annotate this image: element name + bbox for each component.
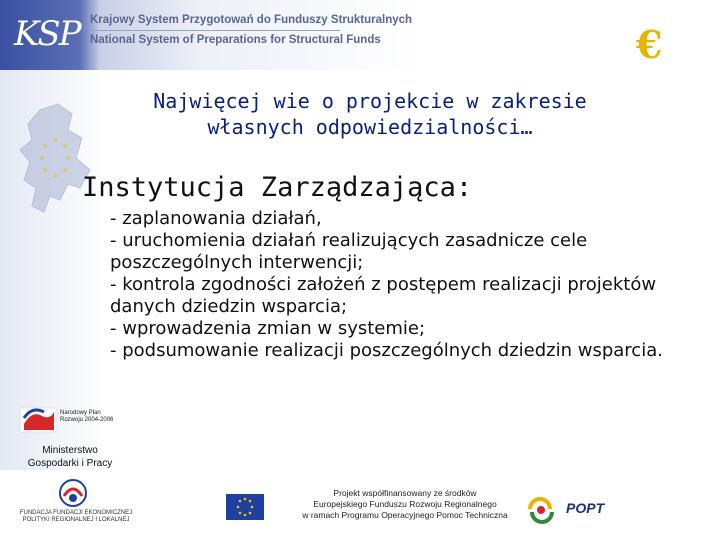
ministry-label [22, 444, 118, 470]
list-item: - uruchomienia działań realizujących zasadnicze cele poszczególnych interwencji; [110, 230, 588, 273]
slide-title-line2: własnych odpowiedzialności… [207, 115, 533, 139]
header-divider [90, 30, 340, 31]
fundacja-label [16, 510, 136, 524]
header-title-english: National System of Preparations for Structural Funds [90, 34, 381, 46]
footer-line2: Europejskiego Funduszu Rozwoju Regionalnego [313, 499, 497, 509]
ministry-label-line1: Ministerstwo [42, 445, 98, 456]
header-title-polish: Krajowy System Przygotowań do Funduszy Strukturalnych [90, 14, 413, 26]
npr-label [60, 410, 113, 424]
footer-line1: Projekt współfinansowany ze środków [333, 488, 477, 498]
list-item: - wprowadzenia zmian w systemie; [110, 318, 426, 339]
list-item: - zaplanowania działań, [110, 208, 322, 229]
fundacja-logo-icon [58, 478, 88, 508]
footer-cofinancing-text [280, 488, 530, 521]
ksp-logo [8, 8, 80, 64]
footer-line3: w ramach Programu Operacyjnego Pomoc Techniczna [302, 510, 508, 520]
list-item: - kontrola zgodności założeń z postępem realizacji projektów danych dziedzin wsparcia; [110, 274, 657, 317]
euro-icon: € [636, 22, 663, 67]
fundacja-label-line1: FUNDACJA FUNDACJI EKONOMICZNEJ [19, 510, 133, 516]
popt-logo-icon [524, 494, 564, 524]
ministry-label-line2: Gospodarki i Pracy [27, 458, 113, 469]
npr-label-line2: Rozwoju 2004-2006 [60, 417, 114, 423]
ksp-logo-text: KSP [14, 14, 80, 54]
responsibility-list [110, 208, 670, 362]
fundacja-label-line2: POLITYKI REGIONALNEJ I LOKALNEJ [22, 517, 130, 523]
header-band [0, 0, 720, 70]
slide-title [60, 88, 680, 140]
eu-flag-icon [226, 494, 264, 520]
slide-subheading: Instytucja Zarządzająca: [82, 172, 473, 203]
popt-label: POPT [566, 500, 605, 516]
slide-title-line1: Najwięcej wie o projekcie w zakresie [153, 89, 587, 113]
npr-label-line1: Narodowy Plan [60, 410, 101, 416]
list-item: - podsumowanie realizacji poszczególnych dziedzin wsparcia. [110, 340, 663, 361]
